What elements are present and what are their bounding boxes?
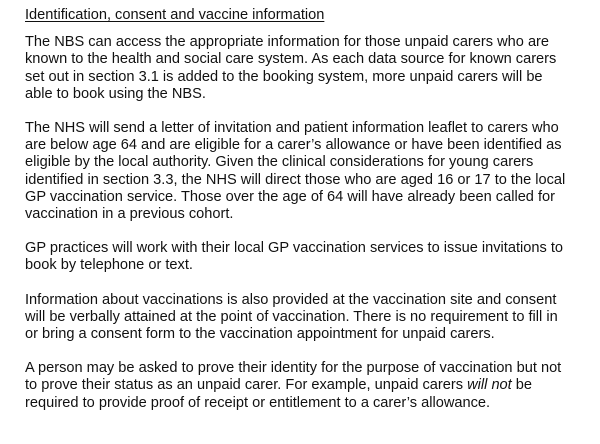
emphasis-text: will not [467,377,512,394]
text-line: GP vaccination service. Those over the age of 64 will have already been called for [25,188,556,205]
text-line: A person may be asked to prove their identity for the purpose of vaccination but not [25,360,562,377]
text-segment: to prove their status as an unpaid carer. For example, unpaid carers [25,377,464,394]
text-line: required to provide proof of receipt or entitlement to a carer’s allowance. [25,394,491,411]
document-body [25,7,585,429]
text-line: are below age 64 and are eligible for a carer’s allowance or have been identified as [25,137,562,154]
text-line: GP practices will work with their local GP vaccination services to issue invitations to [25,240,564,257]
paragraph-gp-practices [25,240,585,274]
text-line: book by telephone or text. [25,257,193,274]
text-line: vaccination in a previous cohort. [25,206,234,223]
text-line: Information about vaccinations is also provided at the vaccination site and consent [25,291,557,308]
text-line: able to book using the NBS. [25,85,206,102]
paragraph-identity [25,360,585,412]
text-line: The NBS can access the appropriate information for those unpaid carers who are [25,34,550,51]
text-line: eligible by the local authority. Given the clinical considerations for young carers [25,154,534,171]
text-line: set out in section 3.1 is added to the booking system, more unpaid carers will be [25,68,543,85]
paragraph-consent [25,292,585,344]
paragraph-nbs-access [25,34,585,103]
text-line: or bring a consent form to the vaccination appointment for unpaid carers. [25,326,495,343]
section-heading: Identification, consent and vaccine information [25,7,325,23]
text-segment: be [511,377,533,394]
text-line: identified in section 3.3, the NHS will direct those who are aged 16 or 17 to the local [25,171,566,188]
text-line: The NHS will send a letter of invitation and patient information leaflet to carers who [25,120,559,137]
paragraph-nhs-invitation [25,120,585,223]
text-line-with-emphasis [25,377,585,394]
text-line: known to the health and social care system. As each data source for known carers [25,51,557,68]
text-line: will be verbally attained at the point of vaccination. There is no requirement to fill in [25,308,558,325]
